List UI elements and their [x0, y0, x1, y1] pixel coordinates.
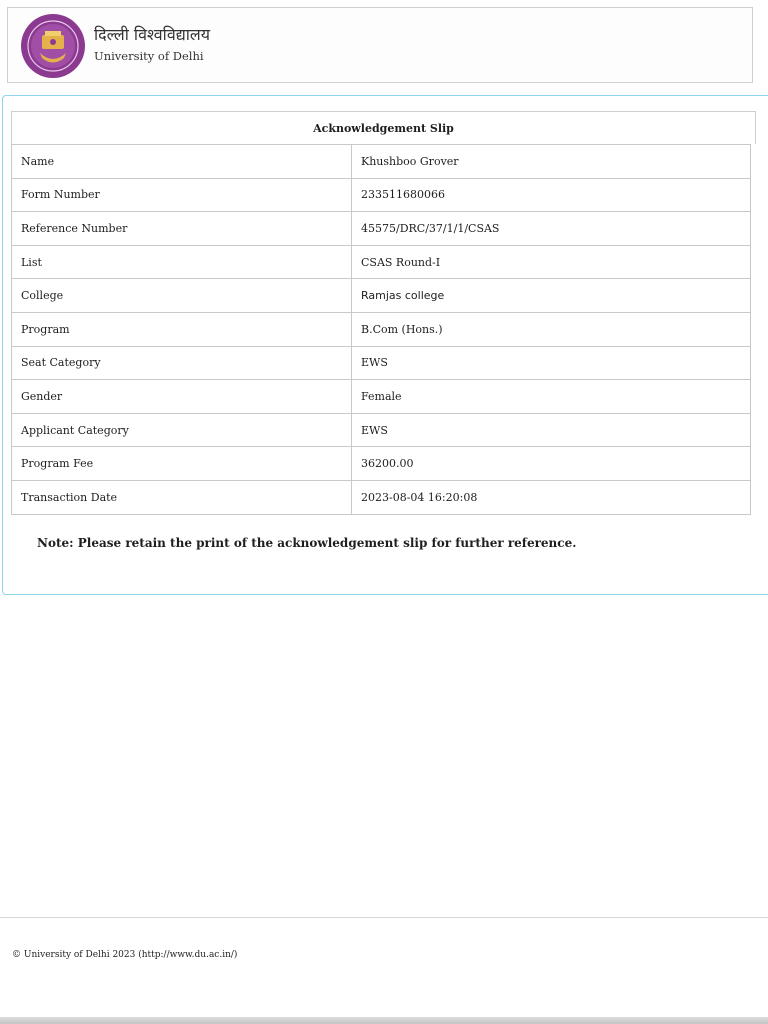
row-label-program: Program [12, 312, 352, 346]
acknowledgement-slip [11, 111, 756, 515]
row-label-transaction-date: Transaction Date [12, 480, 352, 514]
page-bottom-edge [0, 1017, 768, 1024]
row-value-reference-number: 45575/DRC/37/1/1/CSAS [352, 212, 751, 246]
row-value-name: Khushboo Grover [352, 145, 751, 179]
table-row [12, 346, 751, 380]
row-label-program-fee: Program Fee [12, 447, 352, 481]
row-value-applicant-category: EWS [352, 413, 751, 447]
table-row [12, 447, 751, 481]
site-header [7, 7, 753, 83]
row-label-list: List [12, 245, 352, 279]
acknowledgement-card [2, 95, 768, 595]
row-label-seat-category: Seat Category [12, 346, 352, 380]
university-name-hindi: दिल्ली विश्वविद्यालय [94, 25, 211, 44]
table-row [12, 480, 751, 514]
table-row [12, 178, 751, 212]
row-value-list: CSAS Round-I [352, 245, 751, 279]
row-value-form-number: 233511680066 [352, 178, 751, 212]
university-name-english: University of Delhi [94, 49, 204, 63]
row-label-reference-number: Reference Number [12, 212, 352, 246]
footer-divider [0, 917, 768, 918]
row-value-seat-category: EWS [352, 346, 751, 380]
university-seal-icon [20, 13, 86, 79]
table-row [12, 145, 751, 179]
slip-details-table [11, 144, 751, 515]
table-row [12, 279, 751, 313]
copyright-footer: © University of Delhi 2023 (http://www.du.ac.in/) [12, 950, 238, 960]
table-row [12, 380, 751, 414]
table-row [12, 245, 751, 279]
slip-title: Acknowledgement Slip [11, 111, 756, 144]
row-value-gender: Female [352, 380, 751, 414]
table-row [12, 212, 751, 246]
row-value-program: B.Com (Hons.) [352, 312, 751, 346]
college-value-text: Ramjas college [361, 289, 445, 303]
row-label-form-number: Form Number [12, 178, 352, 212]
row-label-name: Name [12, 145, 352, 179]
row-value-program-fee: 36200.00 [352, 447, 751, 481]
row-label-applicant-category: Applicant Category [12, 413, 352, 447]
row-value-college [352, 279, 751, 313]
row-label-gender: Gender [12, 380, 352, 414]
table-row [12, 413, 751, 447]
row-label-college: College [12, 279, 352, 313]
retain-print-note: Note: Please retain the print of the acknowledgement slip for further reference. [37, 536, 577, 550]
table-row [12, 312, 751, 346]
row-value-transaction-date: 2023-08-04 16:20:08 [352, 480, 751, 514]
